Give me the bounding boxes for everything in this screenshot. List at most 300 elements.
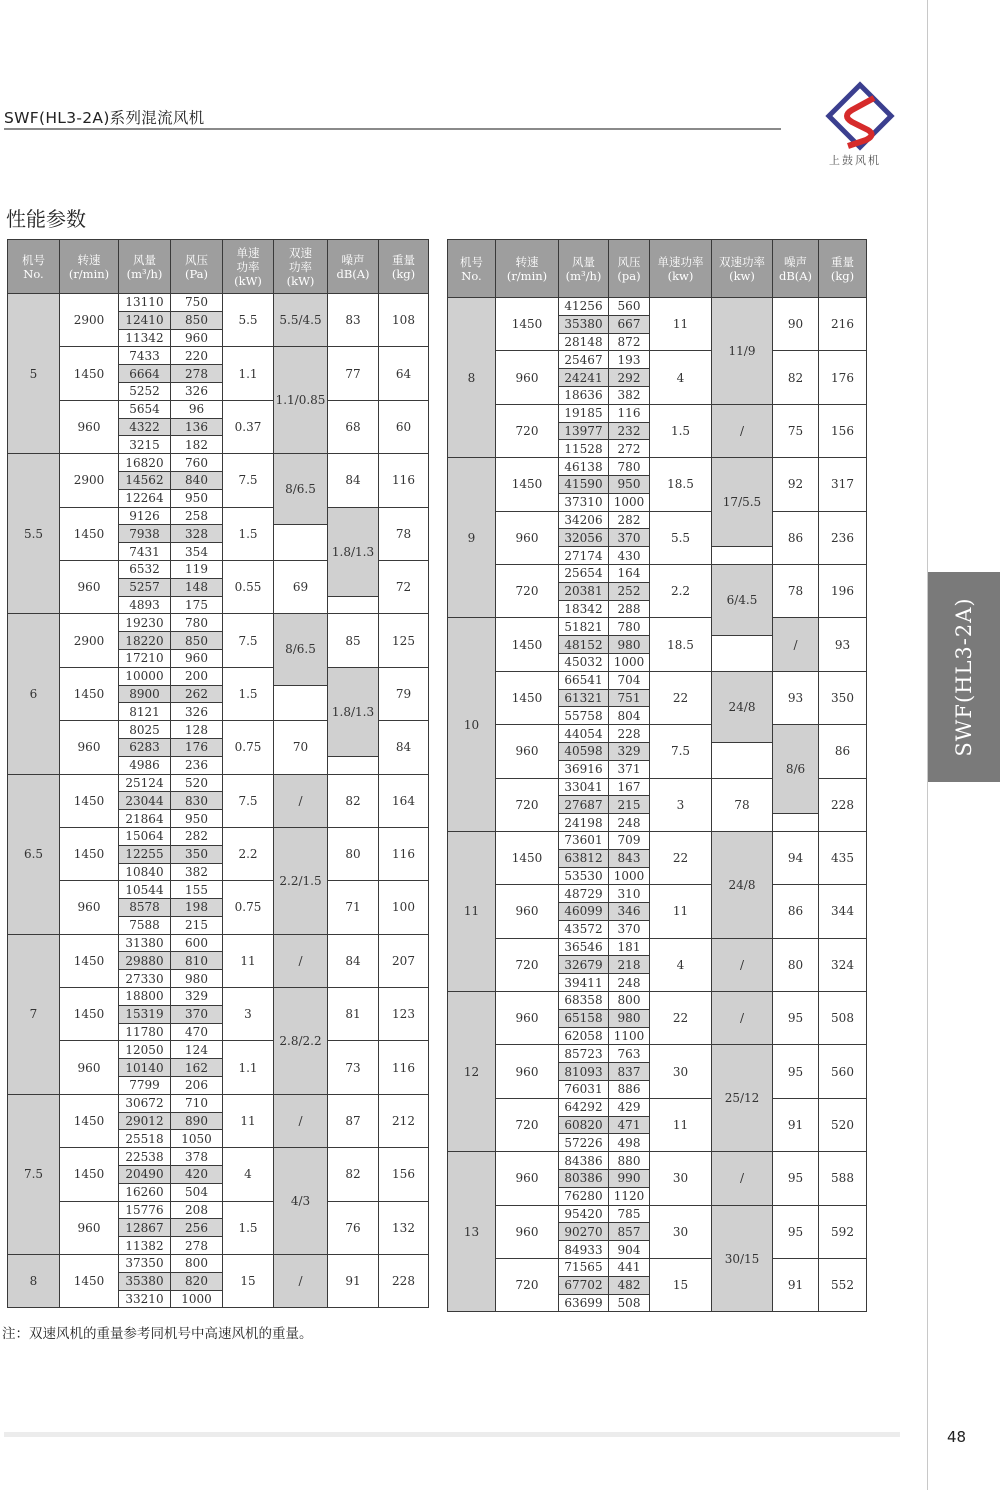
column-header: 风量 (m³/h) <box>119 240 171 294</box>
table-row <box>448 725 867 743</box>
pressure-cell: 128 <box>171 721 223 739</box>
pressure-cell: 326 <box>171 382 223 400</box>
dual-speed-power-cell: / <box>712 938 773 991</box>
speed-cell: 960 <box>60 400 119 453</box>
dual-speed-power-cell: / <box>773 618 819 671</box>
pressure-cell: 704 <box>609 671 650 689</box>
weight-cell: 116 <box>379 827 429 880</box>
column-header: 双速 功率 (kW) <box>274 240 328 294</box>
speed-cell: 1450 <box>60 988 119 1041</box>
single-speed-power-cell: 7.5 <box>650 725 712 778</box>
airflow-cell: 33210 <box>119 1290 171 1308</box>
dual-speed-power-cell: / <box>712 1152 773 1205</box>
speed-cell: 960 <box>60 881 119 934</box>
dual-speed-power-cell: 2.2/1.5 <box>274 827 328 934</box>
noise-cell: 86 <box>819 725 867 778</box>
weight-cell: 125 <box>379 614 429 667</box>
airflow-cell: 18800 <box>119 988 171 1006</box>
airflow-cell: 30672 <box>119 1094 171 1112</box>
pressure-cell: 326 <box>171 703 223 721</box>
pressure-cell: 124 <box>171 1041 223 1059</box>
airflow-cell: 90270 <box>559 1223 609 1241</box>
pressure-cell: 282 <box>609 511 650 529</box>
noise-cell: 91 <box>328 1255 379 1308</box>
single-speed-power-cell: 11 <box>650 298 712 351</box>
pressure-cell: 382 <box>609 386 650 404</box>
speed-cell: 720 <box>496 1259 559 1312</box>
airflow-cell: 5252 <box>119 382 171 400</box>
model-number-cell: 10 <box>448 618 496 832</box>
pressure-cell: 482 <box>609 1276 650 1294</box>
speed-cell: 960 <box>496 885 559 938</box>
pressure-cell: 980 <box>171 970 223 988</box>
airflow-cell: 4322 <box>119 418 171 436</box>
noise-cell: 93 <box>773 671 819 724</box>
dual-speed-power-cell: 24/8 <box>712 831 773 938</box>
airflow-cell: 4893 <box>119 596 171 614</box>
airflow-cell: 63812 <box>559 849 609 867</box>
pressure-cell: 371 <box>609 760 650 778</box>
noise-cell: 77 <box>328 347 379 400</box>
single-speed-power-cell: 30 <box>650 1152 712 1205</box>
single-speed-power-cell: 30 <box>650 1205 712 1258</box>
model-number-cell: 12 <box>448 992 496 1152</box>
pressure-cell: 1000 <box>609 653 650 671</box>
airflow-cell: 37350 <box>119 1255 171 1273</box>
single-speed-power-cell: 1.5 <box>223 507 274 560</box>
column-header: 噪声 dB(A) <box>328 240 379 294</box>
airflow-cell: 10140 <box>119 1059 171 1077</box>
table-row <box>8 827 429 845</box>
airflow-cell: 27174 <box>559 547 609 565</box>
airflow-cell: 36916 <box>559 760 609 778</box>
airflow-cell: 5257 <box>119 578 171 596</box>
pressure-cell: 382 <box>171 863 223 881</box>
speed-cell: 960 <box>496 511 559 564</box>
speed-cell: 960 <box>496 992 559 1045</box>
pressure-cell: 837 <box>609 1063 650 1081</box>
weight-cell: 216 <box>819 298 867 351</box>
dual-speed-power-cell: / <box>274 774 328 827</box>
pressure-cell: 960 <box>171 329 223 347</box>
logo-caption: 上鼓风机 <box>829 154 881 167</box>
airflow-cell: 12410 <box>119 311 171 329</box>
noise-cell: 81 <box>328 988 379 1041</box>
dual-speed-power-cell: 25/12 <box>712 1045 773 1152</box>
single-speed-power-cell: 0.75 <box>223 881 274 934</box>
pressure-cell: 175 <box>171 596 223 614</box>
airflow-cell: 32679 <box>559 956 609 974</box>
airflow-cell: 65158 <box>559 1009 609 1027</box>
column-header: 双速功率 (kw) <box>712 240 773 298</box>
pressure-cell: 292 <box>609 369 650 387</box>
airflow-cell: 53530 <box>559 867 609 885</box>
speed-cell: 720 <box>496 564 559 617</box>
column-header: 转速 (r/min) <box>496 240 559 298</box>
speed-cell: 960 <box>496 1205 559 1258</box>
airflow-cell: 21864 <box>119 810 171 828</box>
dual-speed-power-cell: 11/9 <box>712 298 773 405</box>
pressure-cell: 248 <box>609 814 650 832</box>
table-row <box>8 1201 429 1219</box>
pressure-cell: 1000 <box>609 867 650 885</box>
pressure-cell: 378 <box>171 1148 223 1166</box>
table-row <box>8 934 429 952</box>
pressure-cell: 206 <box>171 1077 223 1095</box>
speed-cell: 1450 <box>60 1094 119 1147</box>
airflow-cell: 68358 <box>559 992 609 1010</box>
airflow-cell: 73601 <box>559 831 609 849</box>
weight-cell: 60 <box>379 400 429 453</box>
single-speed-power-cell: 22 <box>650 992 712 1045</box>
pressure-cell: 430 <box>609 547 650 565</box>
speed-cell: 1450 <box>60 347 119 400</box>
airflow-cell: 10840 <box>119 863 171 881</box>
single-speed-power-cell: 4 <box>650 938 712 991</box>
pressure-cell: 119 <box>171 560 223 578</box>
airflow-cell: 15064 <box>119 827 171 845</box>
dual-speed-power-cell: 6/4.5 <box>712 564 773 635</box>
weight-cell: 588 <box>819 1152 867 1205</box>
airflow-cell: 17210 <box>119 649 171 667</box>
model-number-cell: 6 <box>8 614 60 774</box>
pressure-cell: 182 <box>171 436 223 454</box>
airflow-cell: 34206 <box>559 511 609 529</box>
airflow-cell: 61321 <box>559 689 609 707</box>
pressure-cell: 950 <box>171 810 223 828</box>
page-title: SWF(HL3-2A)系列混流风机 <box>4 109 205 127</box>
airflow-cell: 36546 <box>559 938 609 956</box>
speed-cell: 1450 <box>60 1148 119 1201</box>
noise-cell: 95 <box>773 1045 819 1098</box>
dual-speed-power-cell: 4/3 <box>274 1148 328 1255</box>
single-speed-power-cell: 1.5 <box>223 1201 274 1254</box>
noise-cell: 91 <box>773 1098 819 1151</box>
speed-cell: 1450 <box>496 298 559 351</box>
airflow-cell: 44054 <box>559 725 609 743</box>
table-row <box>8 614 429 632</box>
pressure-cell: 228 <box>609 725 650 743</box>
pressure-cell: 200 <box>171 667 223 685</box>
dual-speed-power-cell: 1.8/1.3 <box>328 667 379 756</box>
single-speed-power-cell: 0.75 <box>223 721 274 774</box>
noise-cell: 95 <box>773 1205 819 1258</box>
noise-cell: 83 <box>328 294 379 347</box>
speed-cell: 1450 <box>60 827 119 880</box>
noise-cell: 93 <box>819 618 867 671</box>
dual-speed-power-cell: 8/6.5 <box>274 614 328 685</box>
pressure-cell: 354 <box>171 543 223 561</box>
single-speed-power-cell: 22 <box>650 831 712 884</box>
weight-cell: 344 <box>819 885 867 938</box>
weight-cell: 317 <box>819 458 867 511</box>
noise-cell: 90 <box>773 298 819 351</box>
airflow-cell: 33041 <box>559 778 609 796</box>
airflow-cell: 46099 <box>559 903 609 921</box>
airflow-cell: 25467 <box>559 351 609 369</box>
pressure-cell: 504 <box>171 1183 223 1201</box>
airflow-cell: 28148 <box>559 333 609 351</box>
pressure-cell: 960 <box>171 649 223 667</box>
table-row <box>8 347 429 365</box>
speed-cell: 960 <box>60 1201 119 1254</box>
weight-cell: 156 <box>379 1148 429 1201</box>
noise-cell: 73 <box>328 1041 379 1094</box>
weight-cell: 350 <box>819 671 867 724</box>
dual-speed-power-cell: 17/5.5 <box>712 458 773 547</box>
speed-cell: 960 <box>60 1041 119 1094</box>
noise-cell: 91 <box>773 1259 819 1312</box>
table-row <box>448 1098 867 1116</box>
performance-table-right <box>447 239 867 1312</box>
weight-cell: 236 <box>819 511 867 564</box>
airflow-cell: 13110 <box>119 294 171 312</box>
airflow-cell: 51821 <box>559 618 609 636</box>
pressure-cell: 830 <box>171 792 223 810</box>
pressure-cell: 346 <box>609 903 650 921</box>
pressure-cell: 872 <box>609 333 650 351</box>
airflow-cell: 62058 <box>559 1027 609 1045</box>
model-number-cell: 7 <box>8 934 60 1094</box>
speed-cell: 1450 <box>60 507 119 560</box>
airflow-cell: 16260 <box>119 1183 171 1201</box>
pressure-cell: 162 <box>171 1059 223 1077</box>
airflow-cell: 14562 <box>119 471 171 489</box>
single-speed-power-cell: 18.5 <box>650 458 712 511</box>
pressure-cell: 256 <box>171 1219 223 1237</box>
airflow-cell: 37310 <box>559 493 609 511</box>
title-divider <box>4 128 781 130</box>
pressure-cell: 857 <box>609 1223 650 1241</box>
dual-speed-power-cell: / <box>274 934 328 987</box>
weight-cell: 123 <box>379 988 429 1041</box>
dual-speed-power-cell: 1.8/1.3 <box>328 507 379 596</box>
pressure-cell: 850 <box>171 311 223 329</box>
single-speed-power-cell: 0.37 <box>223 400 274 453</box>
pressure-cell: 710 <box>171 1094 223 1112</box>
model-number-cell: 5 <box>8 294 60 454</box>
column-header: 机号 No. <box>448 240 496 298</box>
table-row <box>8 400 429 418</box>
airflow-cell: 12255 <box>119 845 171 863</box>
pressure-cell: 1050 <box>171 1130 223 1148</box>
pressure-cell: 215 <box>171 916 223 934</box>
speed-cell: 720 <box>496 1098 559 1151</box>
single-speed-power-cell: 30 <box>650 1045 712 1098</box>
airflow-cell: 12264 <box>119 489 171 507</box>
noise-cell: 80 <box>773 938 819 991</box>
airflow-cell: 35380 <box>119 1272 171 1290</box>
pressure-cell: 520 <box>171 774 223 792</box>
weight-cell: 84 <box>379 721 429 774</box>
dual-speed-power-cell: 30/15 <box>712 1205 773 1312</box>
speed-cell: 720 <box>496 938 559 991</box>
single-speed-power-cell: 11 <box>650 885 712 938</box>
weight-cell: 108 <box>379 294 429 347</box>
column-header: 单速功率 (kw) <box>650 240 712 298</box>
airflow-cell: 8025 <box>119 721 171 739</box>
dual-speed-power-cell: / <box>712 404 773 457</box>
airflow-cell: 10544 <box>119 881 171 899</box>
weight-cell: 552 <box>819 1259 867 1312</box>
pressure-cell: 709 <box>609 831 650 849</box>
pressure-cell: 220 <box>171 347 223 365</box>
airflow-cell: 4986 <box>119 756 171 774</box>
airflow-cell: 55758 <box>559 707 609 725</box>
pressure-cell: 252 <box>609 582 650 600</box>
column-header: 重量 (kg) <box>819 240 867 298</box>
airflow-cell: 6664 <box>119 365 171 383</box>
pressure-cell: 780 <box>171 614 223 632</box>
pressure-cell: 850 <box>171 632 223 650</box>
airflow-cell: 43572 <box>559 920 609 938</box>
speed-cell: 960 <box>496 351 559 404</box>
airflow-cell: 6532 <box>119 560 171 578</box>
speed-cell: 2900 <box>60 294 119 347</box>
airflow-cell: 8121 <box>119 703 171 721</box>
single-speed-power-cell: 15 <box>650 1259 712 1312</box>
column-header: 风量 (m³/h) <box>559 240 609 298</box>
pressure-cell: 370 <box>171 1005 223 1023</box>
pressure-cell: 236 <box>171 756 223 774</box>
pressure-cell: 1000 <box>609 493 650 511</box>
airflow-cell: 9126 <box>119 507 171 525</box>
table-row <box>8 881 429 899</box>
table-row <box>8 1041 429 1059</box>
weight-cell: 64 <box>379 347 429 400</box>
airflow-cell: 18220 <box>119 632 171 650</box>
pressure-cell: 800 <box>171 1255 223 1273</box>
speed-cell: 720 <box>496 404 559 457</box>
weight-cell: 207 <box>379 934 429 987</box>
airflow-cell: 6283 <box>119 738 171 756</box>
pressure-cell: 218 <box>609 956 650 974</box>
single-speed-power-cell: 7.5 <box>223 614 274 667</box>
airflow-cell: 7588 <box>119 916 171 934</box>
column-header: 机号 No. <box>8 240 60 294</box>
pressure-cell: 470 <box>171 1023 223 1041</box>
pressure-cell: 208 <box>171 1201 223 1219</box>
pressure-cell: 1100 <box>609 1027 650 1045</box>
airflow-cell: 31380 <box>119 934 171 952</box>
pressure-cell: 990 <box>609 1170 650 1188</box>
weight-cell: 592 <box>819 1205 867 1258</box>
column-header: 单速 功率 (kW) <box>223 240 274 294</box>
pressure-cell: 176 <box>171 738 223 756</box>
table-row <box>448 618 867 636</box>
airflow-cell: 64292 <box>559 1098 609 1116</box>
side-tab-label: SWF(HL3-2A) <box>952 597 976 757</box>
airflow-cell: 10000 <box>119 667 171 685</box>
airflow-cell: 76280 <box>559 1187 609 1205</box>
airflow-cell: 85723 <box>559 1045 609 1063</box>
pressure-cell: 880 <box>609 1152 650 1170</box>
airflow-cell: 11382 <box>119 1237 171 1255</box>
speed-cell: 1450 <box>60 774 119 827</box>
weight-cell: 116 <box>379 454 429 507</box>
pressure-cell: 441 <box>609 1259 650 1277</box>
airflow-cell: 7431 <box>119 543 171 561</box>
dual-speed-power-cell: 8/6 <box>773 725 819 814</box>
dual-speed-power-cell: 8/6.5 <box>274 454 328 525</box>
airflow-cell: 66541 <box>559 671 609 689</box>
noise-cell: 82 <box>328 774 379 827</box>
pressure-cell: 980 <box>609 636 650 654</box>
weight-cell: 196 <box>819 564 867 617</box>
weight-cell: 508 <box>819 992 867 1045</box>
table-row <box>448 298 867 316</box>
airflow-cell: 11528 <box>559 440 609 458</box>
pressure-cell: 310 <box>609 885 650 903</box>
airflow-cell: 48729 <box>559 885 609 903</box>
pressure-cell: 840 <box>171 471 223 489</box>
table-row <box>448 938 867 956</box>
noise-cell: 82 <box>773 351 819 404</box>
airflow-cell: 41256 <box>559 298 609 316</box>
airflow-cell: 81093 <box>559 1063 609 1081</box>
airflow-cell: 46138 <box>559 458 609 476</box>
airflow-cell: 16820 <box>119 454 171 472</box>
weight-cell: 156 <box>819 404 867 457</box>
dual-speed-power-cell: / <box>712 992 773 1045</box>
airflow-cell: 15776 <box>119 1201 171 1219</box>
speed-cell: 2900 <box>60 614 119 667</box>
model-number-cell: 9 <box>448 458 496 618</box>
pressure-cell: 763 <box>609 1045 650 1063</box>
single-speed-power-cell: 3 <box>223 988 274 1041</box>
pressure-cell: 288 <box>609 600 650 618</box>
airflow-cell: 45032 <box>559 653 609 671</box>
airflow-cell: 48152 <box>559 636 609 654</box>
pressure-cell: 498 <box>609 1134 650 1152</box>
pressure-cell: 843 <box>609 849 650 867</box>
pressure-cell: 96 <box>171 400 223 418</box>
table-row <box>8 1094 429 1112</box>
noise-cell: 94 <box>773 831 819 884</box>
table-row <box>8 667 429 685</box>
single-speed-power-cell: 0.55 <box>223 560 274 613</box>
weight-cell: 164 <box>379 774 429 827</box>
airflow-cell: 29012 <box>119 1112 171 1130</box>
column-header: 重量 (kg) <box>379 240 429 294</box>
pressure-cell: 116 <box>609 404 650 422</box>
airflow-cell: 19230 <box>119 614 171 632</box>
airflow-cell: 29880 <box>119 952 171 970</box>
pressure-cell: 886 <box>609 1081 650 1099</box>
dual-speed-power-cell: 1.1/0.85 <box>274 347 328 454</box>
speed-cell: 960 <box>496 1045 559 1098</box>
weight-cell: 100 <box>379 881 429 934</box>
airflow-cell: 3215 <box>119 436 171 454</box>
airflow-cell: 11780 <box>119 1023 171 1041</box>
pressure-cell: 370 <box>609 529 650 547</box>
dual-speed-power-cell: / <box>274 1255 328 1308</box>
single-speed-power-cell: 11 <box>223 1094 274 1147</box>
airflow-cell: 24241 <box>559 369 609 387</box>
table-row <box>448 671 867 689</box>
single-speed-power-cell: 1.1 <box>223 1041 274 1094</box>
weight-cell: 560 <box>819 1045 867 1098</box>
page-number: 48 <box>947 1428 967 1446</box>
weight-cell: 72 <box>379 560 429 613</box>
noise-cell: 78 <box>712 778 773 831</box>
noise-cell: 85 <box>328 614 379 667</box>
weight-cell: 132 <box>379 1201 429 1254</box>
pressure-cell: 760 <box>171 454 223 472</box>
airflow-cell: 32056 <box>559 529 609 547</box>
weight-cell: 435 <box>819 831 867 884</box>
pressure-cell: 262 <box>171 685 223 703</box>
